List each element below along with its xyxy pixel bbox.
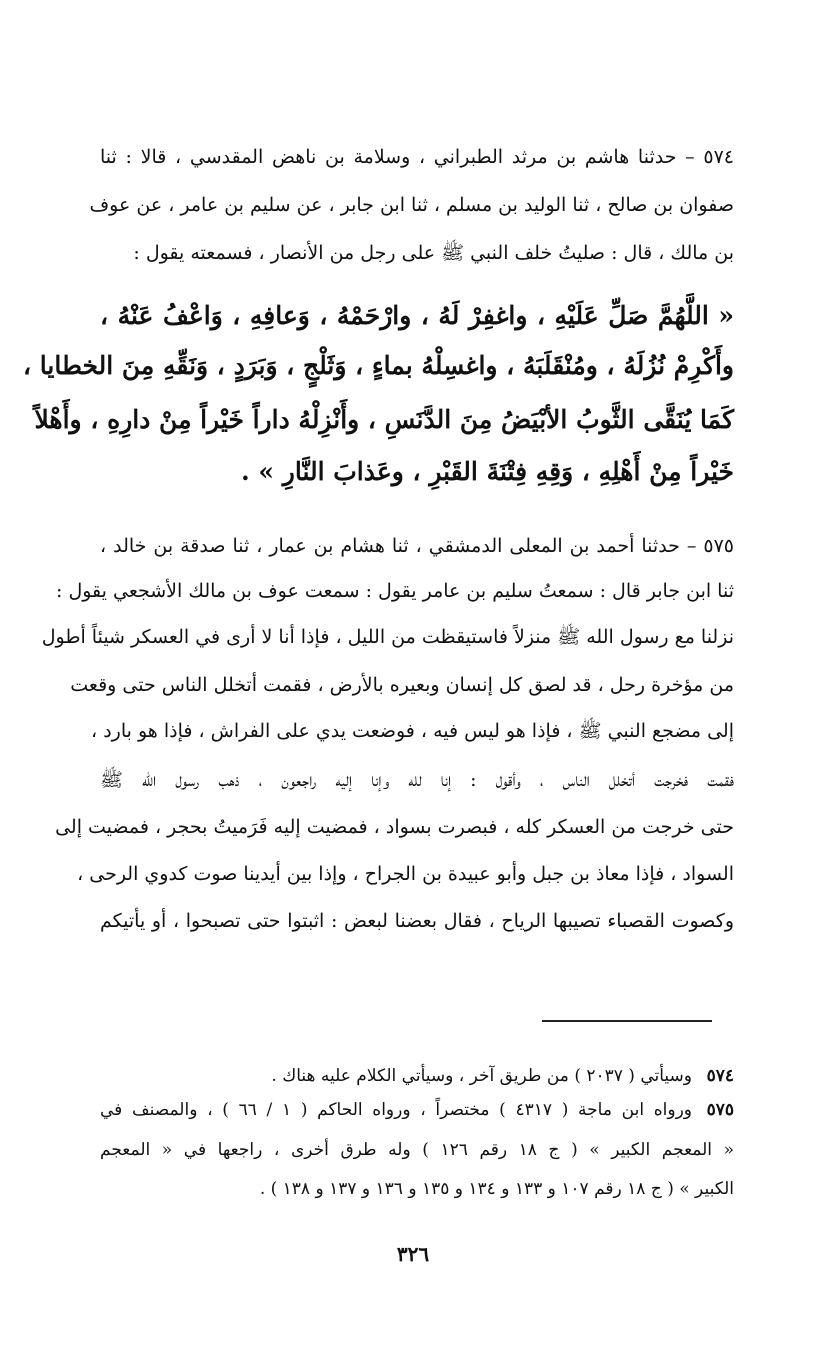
dua-line-4: خَيْراً مِنْ أَهْلِهِ ، وَقِهِ فِتْنَةَ القَبْرِ ، وعَذابَ النَّارِ » . — [241, 457, 734, 486]
hadith-575-line-9: وكصوت القصباء تصيبها الرياح ، فقال بعضنا لبعض : اثبتوا حتى تصبحوا ، أو يأتيكم — [100, 910, 734, 932]
hadith-575-line-6: فقمت فخرجت أتخلل الناس ، وأقول : إنا لله وإنا إليه راجعون ، ذهب رسول الله ﷺ — [100, 769, 734, 791]
footnote-separator — [542, 1020, 712, 1022]
dua-line-3: كَمَا يُنَقَّى الثَّوبُ الأبْيَضُ مِنَ الدَّنَسِ ، وأَنْزِلْهُ داراً خَيْراً مِنْ دارِهِ ، وأَهْلاً — [34, 405, 734, 434]
footnote-575-line-3: الكبير » ( ج ١٨ رقم ١٠٧ و ١٣٣ و ١٣٤ و ١٣٥ و ١٣٦ و ١٣٧ و ١٣٨ ) . — [259, 1179, 734, 1199]
page-number: ٣٢٦ — [396, 1242, 430, 1266]
hadith-575-line-4: من مؤخرة رحل ، قد لصق كل إنسان وبعيره بالأرض ، فقمت أتخلل الناس حتى وقعت — [70, 674, 734, 696]
hadith-575-line-7: حتى خرجت من العسكر كله ، فبصرت بسواد ، فمضيت إليه فَرَميتُ بحجر ، فمضيت إلى — [55, 816, 734, 838]
hadith-575-line-5: إلى مضجع النبي ﷺ ، فإذا هو ليس فيه ، فوضعت يدي على الفراش ، فإذا هو بارد ، — [91, 720, 734, 742]
hadith-574-line-3: بن مالك ، قال : صليتُ خلف النبي ﷺ على رجل من الأنصار ، فسمعته يقول : — [133, 242, 734, 264]
footnote-575-line-1: ورواه ابن ماجة ( ٤٣١٧ ) مختصراً ، ورواه الحاكم ( ١ / ٦٦ ) ، والمصنف في — [100, 1100, 692, 1120]
hadith-574-line-2: صفوان بن صالح ، ثنا الوليد بن مسلم ، ثنا ابن جابر ، عن سليم بن عامر ، عن عوف — [89, 194, 734, 216]
hadith-575-line-1: ٥٧٥ – حدثنا أحمد بن المعلى الدمشقي ، ثنا هشام بن عمار ، ثنا صدقة بن خالد ، — [100, 535, 734, 557]
dua-line-1: « اللَّهُمَّ صَلِّ عَلَيْهِ ، واغفِرْ لَهُ ، وارْحَمْهُ ، وَعافِهِ ، وَاعْفُ عَنْهُ ، — [100, 301, 734, 330]
footnote-575-line-2: « المعجم الكبير » ( ج ١٨ رقم ١٢٦ ) وله طرق أخرى ، راجعها في « المعجم — [100, 1140, 734, 1160]
footnote-574-line-1: وسيأتي ( ٢٠٣٧ ) من طريق آخر ، وسيأتي الكلام عليه هناك . — [271, 1066, 692, 1086]
hadith-575-line-2: ثنا ابن جابر قال : سمعتُ سليم بن عامر يقول : سمعت عوف بن مالك الأشجعي يقول : — [56, 580, 734, 602]
footnote-575-number: ٥٧٥ — [706, 1100, 734, 1120]
hadith-574-line-1: ٥٧٤ – حدثنا هاشم بن مرثد الطبراني ، وسلامة بن ناهض المقدسي ، قالا : ثنا — [100, 146, 734, 168]
hadith-575-line-3: نزلنا مع رسول الله ﷺ منزلاً فاستيقظت من الليل ، فإذا أنا لا أرى في العسكر شيئاً أطول — [41, 626, 734, 648]
hadith-575-line-8: السواد ، فإذا معاذ بن جبل وأبو عبيدة بن الجراح ، وإذا بين أيدينا صوت كدوي الرحى ، — [77, 863, 734, 885]
footnote-574-number: ٥٧٤ — [706, 1066, 734, 1086]
dua-line-2: وأَكْرِمْ نُزُلَهُ ، ومُنْقَلَبَهُ ، واغسِلْهُ بماءٍ ، وَثَلْجٍ ، وَبَرَدٍ ، وَنَقِّهِ مِنَ الخطايا ، — [23, 351, 734, 380]
